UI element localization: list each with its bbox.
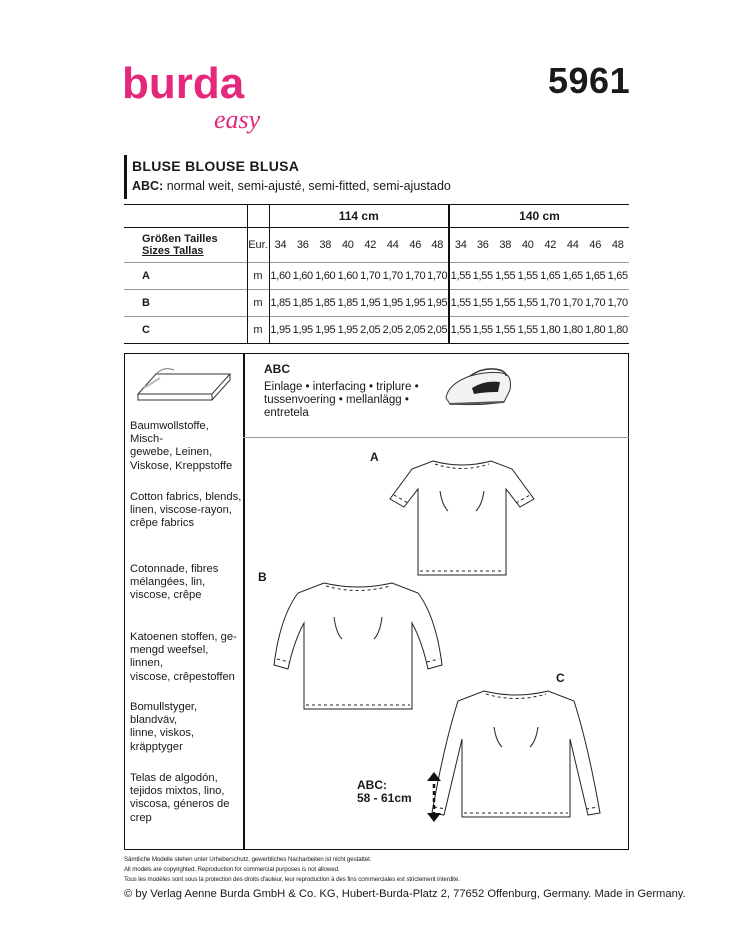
yardage-cell: 1,55 — [449, 263, 472, 290]
yardage-cell: 2,05 — [359, 317, 382, 344]
yardage-cell: 1,65 — [607, 263, 630, 290]
yardage-cell: 1,80 — [562, 317, 585, 344]
yardage-cell: 1,85 — [292, 290, 315, 317]
size-cell: 48 — [431, 239, 444, 251]
title-accent-bar — [124, 155, 127, 199]
yardage-cell: 1,85 — [269, 290, 292, 317]
yardage-table — [124, 204, 629, 344]
size-cell: 48 — [611, 239, 624, 251]
fit-text: normal weit, semi-ajusté, semi-fitted, semi-ajustado — [163, 179, 451, 193]
unit-label: Eur. — [247, 228, 269, 263]
unit-cell: m — [247, 290, 269, 317]
width-140-header: 140 cm — [449, 205, 629, 228]
yardage-cell: 1,70 — [584, 290, 607, 317]
yardage-cell: 1,95 — [292, 317, 315, 344]
yardage-cell: 1,70 — [539, 290, 562, 317]
yardage-cell: 1,95 — [314, 317, 337, 344]
size-cell: 36 — [476, 239, 489, 251]
yardage-cell: 1,70 — [359, 263, 382, 290]
garment-title: BLUSE BLOUSE BLUSA — [132, 158, 300, 174]
size-cell: 38 — [319, 239, 332, 251]
yardage-cell: 1,65 — [562, 263, 585, 290]
yardage-cell: 1,55 — [449, 290, 472, 317]
fabric-list-fr: Cotonnade, fibres mélangées, lin, viscose, crêpe — [130, 563, 219, 602]
yardage-cell: 1,95 — [427, 290, 450, 317]
yardage-cell: 1,55 — [472, 290, 495, 317]
table-row — [124, 317, 629, 344]
view-label-c: C — [556, 671, 565, 685]
yardage-cell: 1,65 — [584, 263, 607, 290]
size-cell: 40 — [521, 239, 534, 251]
view-label-b: B — [258, 570, 267, 584]
yardage-cell: 1,70 — [382, 263, 405, 290]
fit-prefix: ABC: — [132, 179, 164, 193]
size-cell: 42 — [364, 239, 377, 251]
panel-divider — [243, 353, 245, 850]
svg-text:burda: burda — [122, 59, 245, 108]
yardage-cell: 1,95 — [269, 317, 292, 344]
fit-description — [132, 179, 451, 193]
interfacing-text: Einlage • interfacing • triplure • tussenvoering • mellanlägg • entretela — [264, 381, 419, 419]
yardage-cell: 1,70 — [607, 290, 630, 317]
garment-sketch-a — [388, 455, 536, 583]
yardage-cell: 1,85 — [337, 290, 360, 317]
sizes-row — [124, 228, 629, 263]
size-cell: 46 — [589, 239, 602, 251]
yardage-cell: 1,95 — [382, 290, 405, 317]
view-label: C — [124, 317, 247, 344]
yardage-cell: 2,05 — [427, 317, 450, 344]
sizes-label — [124, 228, 247, 263]
fabric-list-en: Cotton fabrics, blends, linen, viscose-rayon, crêpe fabrics — [130, 491, 242, 530]
yardage-cell: 1,70 — [562, 290, 585, 317]
yardage-cell: 1,55 — [494, 317, 517, 344]
garment-sketch-b — [272, 577, 444, 717]
table-row — [124, 290, 629, 317]
unit-cell: m — [247, 263, 269, 290]
size-cell: 42 — [544, 239, 557, 251]
length-arrow-icon — [422, 771, 446, 823]
fabric-list-de: Baumwollstoffe, Misch- gewebe, Leinen, Viskose, Kreppstoffe — [130, 420, 233, 472]
copyright: © by Verlag Aenne Burda GmbH & Co. KG, Hubert-Burda-Platz 2, 77652 Offenburg, Germany. Made in Germany. — [124, 888, 686, 900]
yardage-cell: 1,55 — [472, 317, 495, 344]
yardage-cell: 1,95 — [404, 290, 427, 317]
yardage-cell: 1,60 — [269, 263, 292, 290]
size-cell: 44 — [566, 239, 579, 251]
interfacing-views-label: ABC — [264, 362, 290, 376]
yardage-cell: 1,55 — [449, 317, 472, 344]
size-cell: 38 — [499, 239, 512, 251]
burda-easy-logo — [122, 56, 297, 136]
size-cell: 36 — [296, 239, 309, 251]
width-114-header: 114 cm — [269, 205, 449, 228]
yardage-cell: 1,55 — [494, 263, 517, 290]
table-row — [124, 263, 629, 290]
yardage-cell: 1,85 — [314, 290, 337, 317]
unit-cell: m — [247, 317, 269, 344]
yardage-cell: 1,60 — [314, 263, 337, 290]
yardage-cell: 1,80 — [539, 317, 562, 344]
yardage-cell: 1,80 — [584, 317, 607, 344]
view-label-a: A — [370, 450, 379, 464]
yardage-cell: 1,55 — [517, 317, 540, 344]
yardage-cell: 1,70 — [427, 263, 450, 290]
iron-icon — [440, 362, 520, 412]
yardage-cell: 1,55 — [517, 290, 540, 317]
garment-sketch-c — [428, 685, 604, 825]
yardage-cell: 1,60 — [337, 263, 360, 290]
fabric-list-sv: Bomullstyger, blandväv, linne, viskos, kräpptyger — [130, 701, 198, 753]
yardage-cell: 1,55 — [494, 290, 517, 317]
yardage-cell: 1,80 — [607, 317, 630, 344]
yardage-cell: 1,95 — [337, 317, 360, 344]
sizes-label-line-2: Sizes Tallas — [142, 245, 204, 257]
size-cell: 46 — [409, 239, 422, 251]
yardage-cell: 1,60 — [292, 263, 315, 290]
pattern-number: 5961 — [548, 60, 631, 101]
size-cell: 34 — [269, 228, 292, 263]
yardage-cell: 1,70 — [404, 263, 427, 290]
fabric-list-es: Telas de algodón, tejidos mixtos, lino, viscosa, géneros de crep — [130, 772, 230, 824]
svg-text:easy: easy — [214, 105, 261, 134]
length-label: ABC: 58 - 61cm — [357, 778, 412, 805]
view-label: B — [124, 290, 247, 317]
size-cell: 34 — [449, 228, 472, 263]
yardage-cell: 2,05 — [404, 317, 427, 344]
footer-notice-fr: Tous les modèles sont sous la protection des droits d'auteur, leur reproduction à des fins commerciales est strictement interdite. — [124, 876, 460, 883]
footer-notice-de: Sämtliche Modelle stehen unter Urheberschutz, gewerbliches Nacharbeiten ist nicht gestattet. — [124, 856, 372, 863]
size-cell: 44 — [386, 239, 399, 251]
fabric-width-row — [124, 205, 629, 228]
yardage-cell: 1,65 — [539, 263, 562, 290]
yardage-cell: 2,05 — [382, 317, 405, 344]
interfacing-divider — [243, 437, 629, 438]
fabric-bolt-icon — [134, 360, 234, 410]
yardage-cell: 1,55 — [517, 263, 540, 290]
footer-notice-en: All models are copyrighted. Reproduction for commercial purposes is not allowed. — [124, 866, 340, 873]
fabric-list-nl: Katoenen stoffen, ge- mengd weefsel, linnen, viscose, crêpestoffen — [130, 631, 237, 683]
yardage-cell: 1,55 — [472, 263, 495, 290]
view-label: A — [124, 263, 247, 290]
sizes-label-line-1: Größen Tailles — [142, 233, 218, 245]
size-cell: 40 — [341, 239, 354, 251]
yardage-cell: 1,95 — [359, 290, 382, 317]
